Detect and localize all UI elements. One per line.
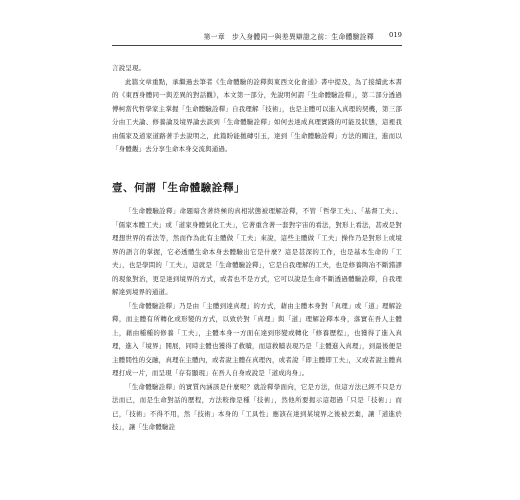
intro-paragraph-1: 言說呈現。 [112,64,146,72]
running-head-title: 第一章 步入身體同一與差異辯證之前：生命體驗詮釋 [203,33,374,41]
section-paragraph-1: 「生命體驗詮釋」命題暗含著終極的真相狀態被理解詮釋，不管「哲學工夫」、「基督工夫」、「儒家本體工夫」或「道家身體氣化工夫」，它著重含著一套對宇宙的看法，對形上看法，甚或是對理想世界的看法等，然而作為此有主體做「工夫」來說，這些主體做「工夫」操作乃是對形上或境界的語言的掌握，它必透體生命本身去體驗出它是什麼？這是甚深的工作，也是基本生命的「工夫」，也是學問的「工夫」，這就是「生命體驗詮釋」，它是自我理解的工夫，也是修養陶冶不斷錯謬的現象對治，更是達到境界的方式，或者也不是方式，它可以說是生命不斷透過體驗詮釋，自我理解達到境界的通道。 [112,207,402,296]
page-number: 019 [389,31,402,39]
running-head [112,31,402,43]
section-heading: 壹、何謂「生命體驗詮釋」 [112,182,246,194]
intro-paragraph-2: 此篇文章重點，承繼過去筆者《生命體驗的詮釋與東西文化會通》書中提及，為了接續此本書的《東西身體同一與差異的對話觀》，本文第一部分，先說明何謂「生命體驗詮釋」，第二部分透過傅柯當代哲學家主掌握「生命體驗詮釋」自我理解「技術」，也是主體可以進入真理的契機，第三部分由工夫論、修養論及境界論去談到「生命體驗詮釋」如何去達成真理實踐的可能及狀態，這裡我由儒家及道家道路著手去說明之，此篇盼能拋磚引玉，達到「生命體驗詮釋」方法的關注，進而以「身體觀」去分享生命本身交流與通過。 [112,77,402,153]
intro-block [112,62,402,157]
header-rule [112,45,402,46]
section-paragraph-2: 「生命體驗詮釋」乃是由「主體到達真理」的方式，藉由主體本身對「真理」或「道」理解詮釋，而主體有所轉化或形變的方式，以致於對「真理」與「道」理解詮釋本身，落實在吾人主體上，藉由種種的修養「工夫」，主體本身一方面在達到形變或轉化「修養歷程」，也獲得了進入真理，進入「境界」開展，同時主體也獲得了救贖，而這救贖表現乃是「主體進入真理」，到最後便是主體間性的交融，真理在主體內，或者說主體在真理內，或者說「即主體即工夫」，又或者說主體真理打成一片，而呈現「存有顯現」在吾人自身或說是「道成肉身」。 [112,301,402,377]
section-body [112,205,402,435]
section-paragraph-3: 「生命體驗詮釋」的實質內涵該是什麼呢？就詮釋學面向，它是方法，但這方法已經不只是方法而已，而是生命對話的歷程，方法較像是種「技術」，然他所要揭示這超過「只是「技術」」而已，「技術」不得不用，然「技術」本身的「工具性」應該在達到某境界之後被丟棄，讓「道進於技」，讓「生命體驗詮 [112,382,402,431]
